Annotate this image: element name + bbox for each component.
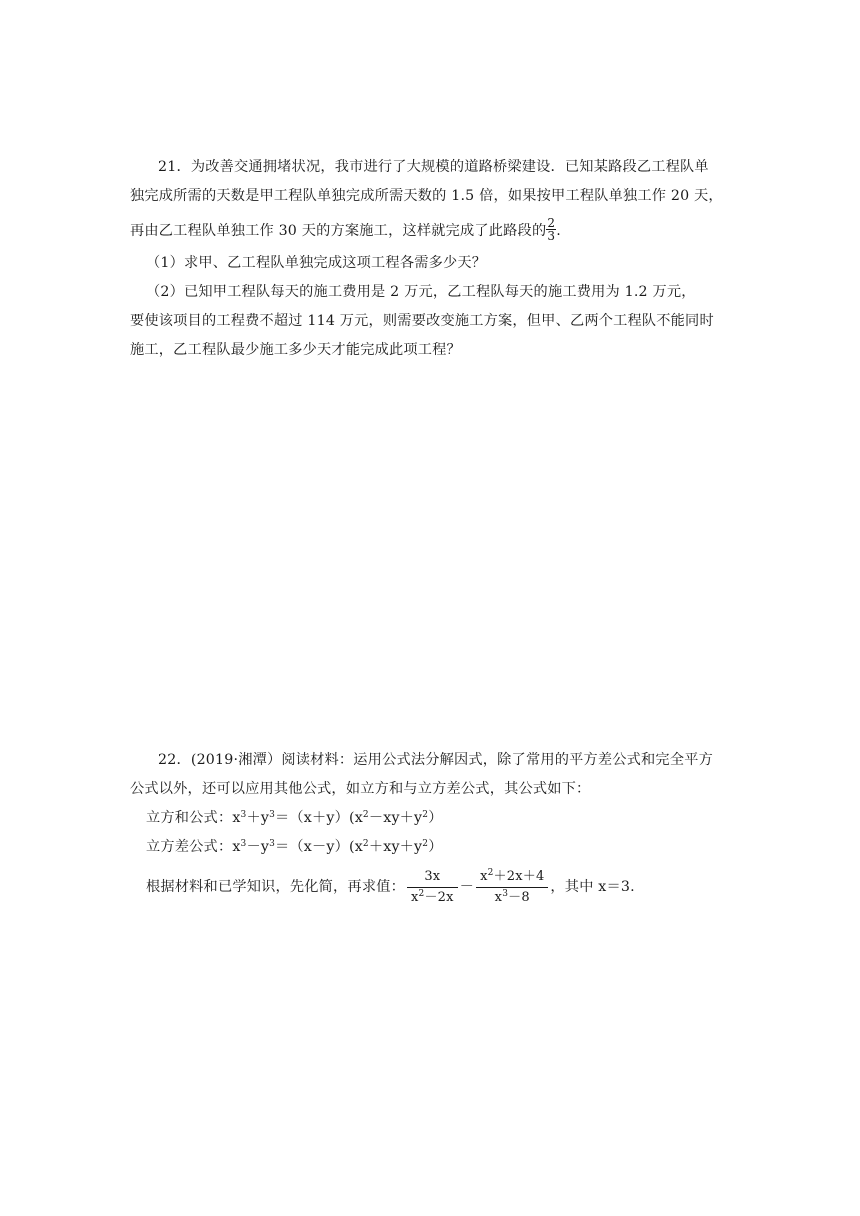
cube-diff-label: 立方差公式： <box>146 839 233 855</box>
q21-part-1: （1）求甲、乙工程队单独完成这项工程各需多少天？ <box>146 255 487 271</box>
fraction-3x-over-x2-minus-2x <box>407 867 458 908</box>
fraction-denominator: $x^2-2x$ <box>410 888 454 905</box>
fraction-quadratic-over-cubic <box>476 867 548 908</box>
fraction-numerator: 3x <box>407 867 458 888</box>
fraction-denominator: 3 <box>547 228 556 243</box>
question-21 <box>130 153 745 365</box>
q21-part-2-line-2: 要使该项目的工程费不超过 114 万元，则需要改变施工方案，但甲、乙两个工程队不能同时 <box>130 313 714 329</box>
q22-final-text: 根据材料和已学知识，先化简，再求值： <box>146 879 405 895</box>
q21-line-3 <box>130 211 745 249</box>
q21-part-2-line-3: 施工，乙工程队最少施工多少天才能完成此项工程？ <box>130 342 461 358</box>
q21-line-1: 21．为改善交通拥堵状况，我市进行了大规模的道路桥梁建设．已知某路段乙工程队单 <box>158 159 709 175</box>
q22-line-2: 公式以外，还可以应用其他公式，如立方和与立方差公式，其公式如下： <box>130 781 591 797</box>
fraction-numerator: 2 <box>547 215 556 230</box>
fraction-denominator: $x^3-8$ <box>494 888 530 905</box>
cube-diff-formula <box>130 833 745 862</box>
cube-sum-label: 立方和公式： <box>146 810 233 826</box>
q22-final-end: ，其中 x＝3. <box>550 879 635 895</box>
q21-line-3-text: 再由乙工程队单独工作 30 天的方案施工，这样就完成了此路段的 <box>130 223 547 239</box>
q21-part-2-line-1: （2）已知甲工程队每天的施工费用是 2 万元，乙工程队每天的施工费用为 1.2 万元， <box>146 284 696 300</box>
cube-sum-expression: $x^3+y^3=(x+y)(x^2-xy+y^2)$ <box>232 810 443 826</box>
q22-final-line <box>130 862 745 912</box>
q21-line-2: 独完成所需的天数是甲工程队单独完成所需天数的 1.5 倍，如果按甲工程队单独工作 20 天， <box>130 188 723 204</box>
fraction-numerator: $x^2+2x+4$ <box>476 867 548 888</box>
q21-line-3-end: . <box>556 223 561 239</box>
cube-sum-formula <box>130 804 745 833</box>
fraction-two-thirds <box>546 217 556 242</box>
question-22 <box>130 746 745 912</box>
q22-line-1: 22．(2019·湘潭）阅读材料：运用公式法分解因式，除了常用的平方差公式和完全平方 <box>158 752 713 768</box>
cube-diff-expression: $x^3-y^3=(x-y)(x^2+xy+y^2)$ <box>232 839 443 855</box>
minus-sign: － <box>459 879 475 895</box>
